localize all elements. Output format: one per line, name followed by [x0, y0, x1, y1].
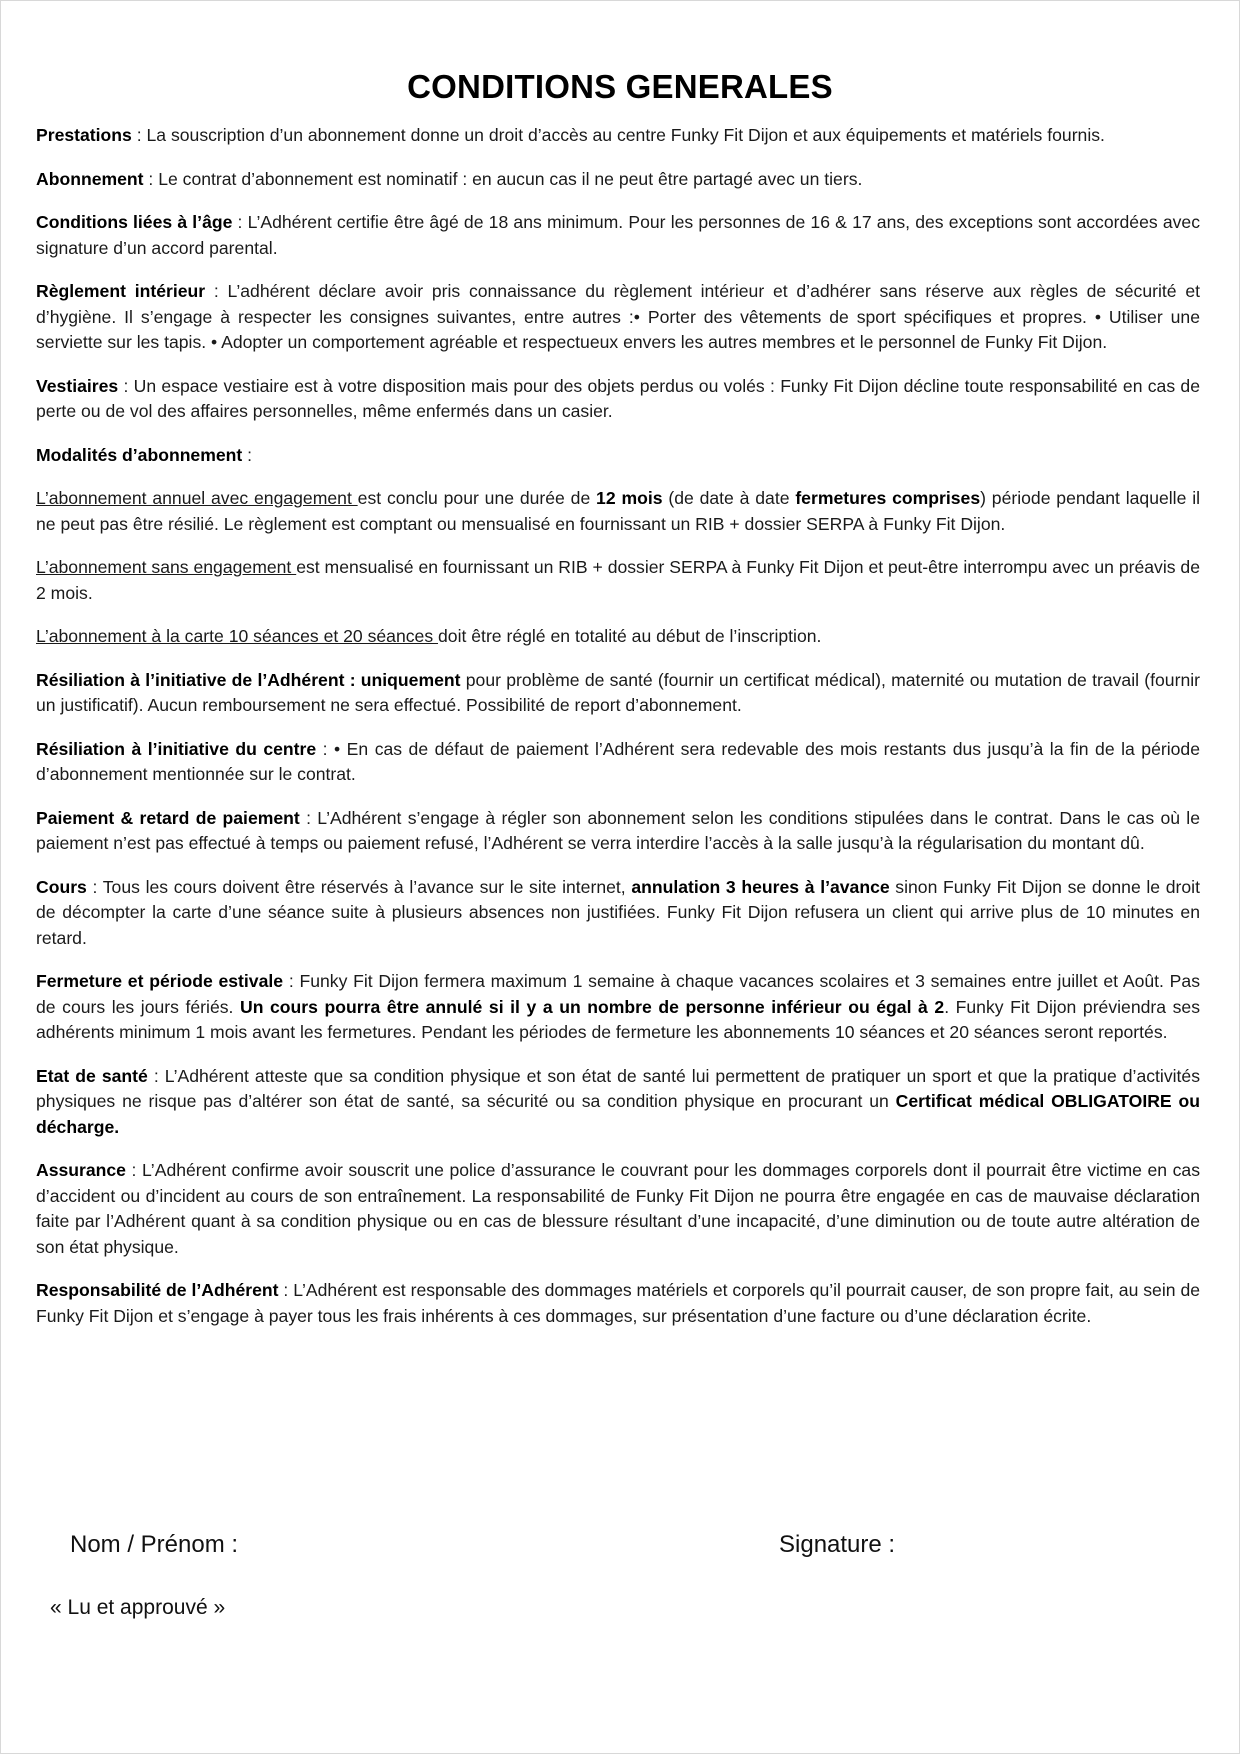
clause-separator: :: [86, 876, 103, 897]
clause-text: Tous les cours doivent être réservés à l’avance sur le site internet,: [102, 876, 632, 897]
clause-separator: :: [278, 1280, 294, 1300]
clause-abonnement-annuel: [36, 486, 1200, 537]
clause-bold-text: fermetures comprises: [795, 488, 981, 508]
clause-responsabilite: [36, 1278, 1200, 1329]
clause-separator: :: [125, 1160, 142, 1180]
clause-text: ) période pendant laquelle il ne peut pas être résilié. Le règlement est comptant ou mensualisé en fournissant un RIB + dossier SERPA à Funky Fit Dijon.: [36, 488, 1201, 534]
clause-text: est conclu pour une durée de: [357, 488, 597, 508]
name-field-label: Nom / Prénom :: [70, 1531, 239, 1558]
clause-text: sinon Funky Fit Dijon se donne le droit de décompter la carte d’une séance suite à plusieurs absences non justifiées. Funky Fit Dijon refusera un client qui arrive plus de 10 minutes en retard.: [36, 876, 1200, 948]
clause-label: Règlement intérieur: [36, 281, 206, 301]
clause-separator: :: [242, 444, 253, 465]
clause-text: Un espace vestiaire est à votre disposition mais pour des objets perdus ou volés : Funky Fit Dijon décline toute responsabilité en cas de perte ou de vol des affaires personnelles, même enfermés dans un casier.: [36, 375, 1200, 421]
clause-separator: :: [316, 738, 335, 759]
clause-resiliation-centre: [36, 737, 1200, 788]
clause-label: Vestiaires: [36, 375, 119, 396]
clause-separator: :: [283, 971, 300, 991]
clause-label: Résiliation à l’initiative du centre: [36, 738, 317, 759]
clause-vestiaires: [36, 374, 1200, 425]
clause-text: est mensualisé en fournissant un RIB + dossier SERPA à Funky Fit Dijon et peut-être interrompu avec un préavis de 2 mois.: [36, 557, 1200, 603]
clause-text: La souscription d’un abonnement donne un droit d’accès au centre Funky Fit Dijon et aux équipements et matériels fournis.: [146, 125, 1105, 145]
clause-bold-text: 12 mois: [596, 488, 663, 508]
clause-abonnement: [36, 167, 1200, 193]
clause-separator: :: [205, 281, 228, 301]
clause-text: L’Adhérent s’engage à régler son abonnement selon les conditions stipulées dans le contrat. Dans le cas où le paiement n’est pas effectué à temps ou paiement refusé, l’Adhérent se verra interdire l’accès à la salle jusqu’à la régularisation du montant dû.: [36, 807, 1201, 853]
signature-field-label: Signature :: [779, 1531, 896, 1558]
document-title: CONDITIONS GENERALES: [407, 68, 833, 106]
clause-underlined-label: L’abonnement à la carte 10 séances et 20 séances: [36, 626, 439, 646]
clause-label: Fermeture et période estivale: [36, 971, 284, 991]
clause-text: . Funky Fit Dijon préviendra ses adhérents minimum 1 mois avant les fermetures. Pendant les périodes de fermeture les abonnements 10 séances et 20 séances seront reportés.: [36, 996, 1200, 1042]
clause-cours: [36, 875, 1200, 952]
clause-resiliation-adherent: [36, 668, 1200, 719]
clause-reglement-interieur: [36, 279, 1200, 356]
clause-label: Prestations: [36, 125, 132, 145]
clause-text: L’Adhérent certifie être âgé de 18 ans minimum. Pour les personnes de 16 & 17 ans, des exceptions sont accordées avec signature d’un accord parental.: [36, 212, 1200, 258]
clause-separator: :: [232, 212, 248, 232]
clause-paiement: [36, 806, 1200, 857]
clause-bold-text: Un cours pourra être annulé si il y a un nombre de personne inférieur ou égal à 2: [240, 996, 945, 1017]
clause-prestations: [36, 123, 1200, 149]
conditions-body: [36, 123, 1200, 1347]
clause-separator: :: [143, 168, 159, 189]
approval-mention: « Lu et approuvé »: [50, 1596, 226, 1619]
clause-label: Paiement & retard de paiement: [36, 807, 300, 828]
clause-label: Résiliation à l’initiative de l’Adhérent : uniquement: [36, 669, 461, 690]
clause-text: L’adhérent déclare avoir pris connaissance du règlement intérieur et d’adhérer sans réserve aux règles de sécurité et d’hygiène. Il s’engage à respecter les consignes suivantes, entre autres :• Porter des vêtements de sport spécifiques et propres. • Utiliser une serviette sur les tapis. • Adopter un comportement agréable et respectueux envers les autres membres et le personnel de Funky Fit Dijon.: [36, 281, 1200, 352]
clause-bold-text: annulation 3 heures à l’avance: [631, 876, 890, 897]
clause-label: Responsabilité de l’Adhérent: [36, 1280, 279, 1300]
clause-modalites: [36, 443, 1200, 469]
clause-text: L’Adhérent atteste que sa condition physique et son état de santé lui permettent de pratiquer un sport et que la pratique d’activités physiques ne risque pas d’altérer son état de santé, sa sécurité ou sa condition physique en procurant un: [36, 1065, 1200, 1111]
clause-text: • En cas de défaut de paiement l’Adhérent sera redevable des mois restants dus jusqu’à la fin de la période d’abonnement mentionnée sur le contrat.: [36, 738, 1200, 784]
clause-label: Conditions liées à l’âge: [36, 212, 233, 232]
clause-etat-de-sante: [36, 1064, 1200, 1141]
clause-label: Abonnement: [36, 168, 144, 189]
clause-separator: :: [131, 125, 147, 145]
clause-label: Modalités d’abonnement: [36, 444, 243, 465]
clause-text: pour problème de santé (fournir un certificat médical), maternité ou mutation de travail (fournir un justificatif). Aucun remboursement ne sera effectué. Possibilité de report d’abonnement.: [36, 669, 1200, 715]
clause-underlined-label: L’abonnement sans engagement: [36, 557, 297, 577]
clause-abonnement-carte: [36, 624, 1200, 650]
clause-age: [36, 210, 1200, 261]
clause-text: L’Adhérent confirme avoir souscrit une police d’assurance le couvrant pour les dommages corporels dont il pourrait être victime en cas d’accident ou d’incident au cours de son entraînement. La responsabilité de Funky Fit Dijon ne pourra être engagée en cas de mauvaise déclaration faite par l’Adhérent quant à sa condition physique ou en cas de blessure résultant d’une incapacité, d’une diminution ou de toute autre altération de son état physique.: [36, 1160, 1200, 1257]
clause-text: doit être réglé en totalité au début de l’inscription.: [438, 626, 822, 646]
clause-text: L’Adhérent est responsable des dommages matériels et corporels qu’il pourrait causer, de son propre fait, au sein de Funky Fit Dijon et s’engage à payer tous les frais inhérents à ces dommages, sur présentation d’une facture ou d’une déclaration écrite.: [36, 1280, 1201, 1326]
clause-fermeture: [36, 969, 1200, 1046]
clause-underlined-label: L’abonnement annuel avec engagement: [36, 488, 358, 508]
clause-separator: :: [147, 1065, 165, 1086]
clause-text: Funky Fit Dijon fermera maximum 1 semaine à chaque vacances scolaires et 3 semaines entre juillet et Août. Pas de cours les jours fériés.: [36, 971, 1201, 1017]
clause-separator: :: [299, 807, 318, 828]
clause-label: Assurance: [36, 1160, 126, 1180]
clause-text: Le contrat d’abonnement est nominatif : en aucun cas il ne peut être partagé avec un tiers.: [158, 168, 863, 189]
clause-assurance: [36, 1158, 1200, 1260]
clause-text: (de date à date: [662, 488, 796, 508]
clause-abonnement-sans-engagement: [36, 555, 1200, 606]
clause-bold-text: Certificat médical OBLIGATOIRE ou décharge.: [36, 1091, 1200, 1137]
clause-label: Cours: [36, 876, 87, 897]
clause-label: Etat de santé: [36, 1065, 148, 1086]
clause-separator: :: [118, 375, 134, 396]
